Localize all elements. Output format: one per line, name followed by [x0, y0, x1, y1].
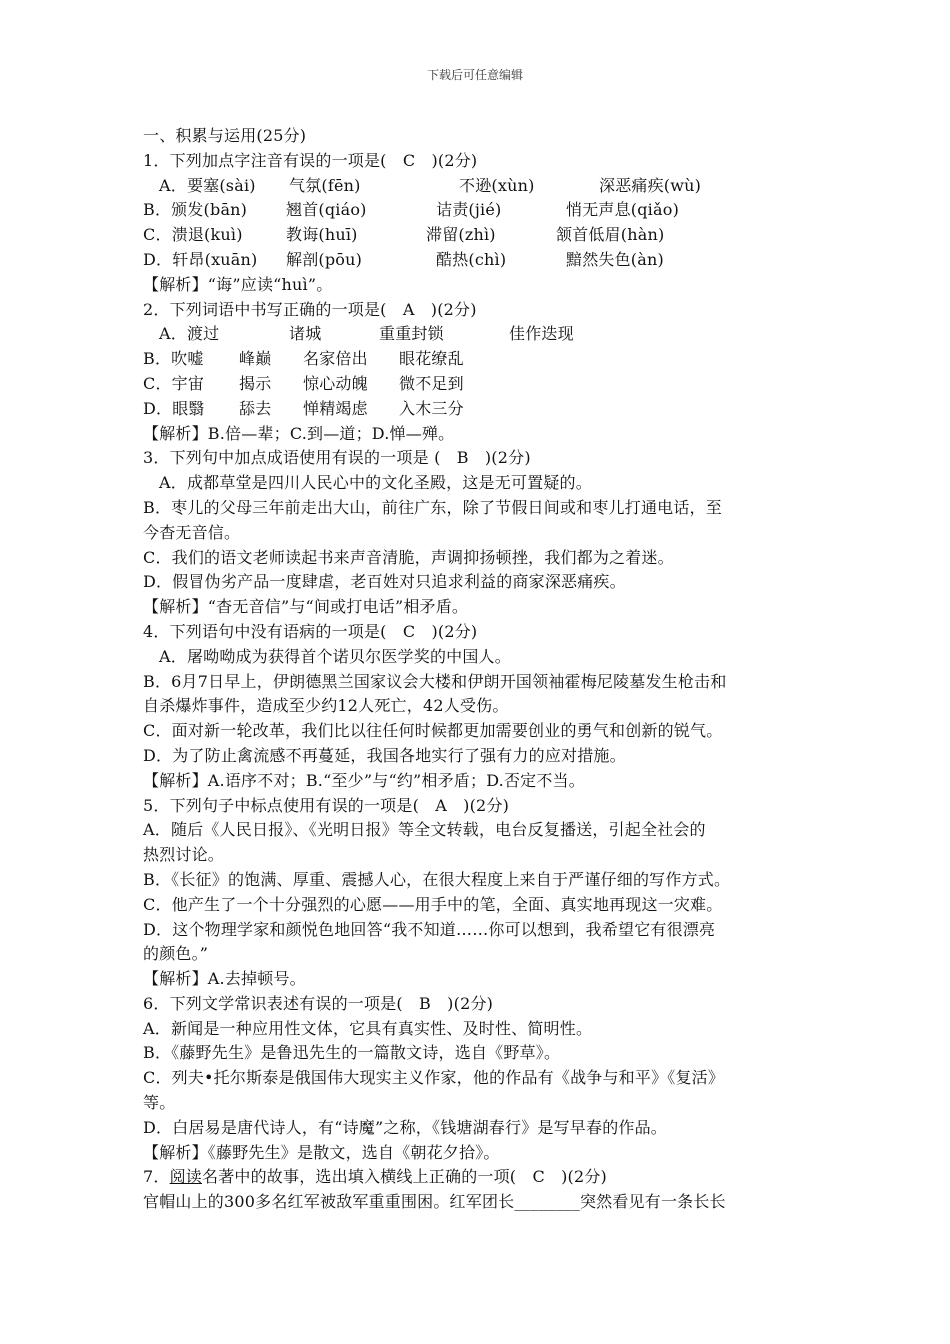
- option-item: 解剖(pōu): [286, 249, 363, 269]
- question-5-option-b: B．《长征》的饱满、厚重、震撼人心，在很大程度上来自于严谨仔细的写作方式。: [143, 869, 731, 889]
- question-1-option-c: [143, 223, 823, 248]
- option-item: 惊心动魄: [303, 373, 368, 393]
- question-2-option-a: [143, 322, 823, 347]
- option-item: 教诲(huī): [286, 225, 358, 245]
- option-item: 滞留(zhì): [426, 225, 496, 245]
- question-4-analysis: 【解析】A.语序不对；B.“至少”与“约”相矛盾；D.否定不当。: [143, 770, 585, 790]
- question-7-stem-rest: 名著中的故事，选出填入横线上正确的一项( C )(2分): [202, 1167, 607, 1187]
- question-3-option-a: A．成都草堂是四川人民心中的文化圣殿，这是无可置疑的。: [159, 473, 592, 493]
- option-item: 酷热(chì): [436, 249, 507, 269]
- question-4-option-c: C．面对新一轮改革，我们比以往任何时候都更加需要创业的勇气和创新的锐气。: [143, 721, 723, 741]
- question-2-option-d: [143, 397, 823, 422]
- option-item: 不逊(xùn): [459, 175, 535, 195]
- question-4-option-a: A．屠呦呦成为获得首个诺贝尔医学奖的中国人。: [159, 646, 511, 666]
- option-item: 名家倍出: [303, 349, 368, 369]
- question-1-option-a: [143, 174, 823, 199]
- option-item: 颔首低眉(hàn): [556, 225, 665, 245]
- option-item: B．吹嘘: [143, 349, 204, 369]
- option-item: B．颁发(bān): [143, 200, 248, 220]
- question-6-option-b: B．《藤野先生》是鲁迅先生的一篇散文诗，选自《野草》。: [143, 1043, 561, 1063]
- option-item: 气氛(fēn): [289, 175, 361, 195]
- question-7-passage: 官帽山上的300多名红军被敌军重重围困。红军团长________突然看见有一条长长: [143, 1192, 726, 1212]
- section-title: 一、积累与运用(25分): [143, 126, 307, 145]
- question-4-option-b: B．6月7日早上，伊朗德黑兰国家议会大楼和伊朗开国领袖霍梅尼陵墓发生枪击和: [143, 671, 727, 691]
- option-item: 佳作迭现: [509, 324, 574, 344]
- question-6-option-c: C．列夫•托尔斯泰是俄国伟大现实主义作家，他的作品有《战争与和平》《复活》: [143, 1068, 725, 1088]
- option-item: C．宇宙: [143, 373, 205, 393]
- option-item: 入木三分: [399, 398, 464, 418]
- question-1-analysis: 【解析】“诲”应读“huì”。: [143, 274, 333, 294]
- question-6-option-d: D．白居易是唐代诗人，有“诗魔”之称，《钱塘湖春行》是写早春的作品。: [143, 1117, 667, 1137]
- option-item: 诘责(jié): [436, 200, 502, 220]
- option-item: D．轩昂(xuān): [143, 249, 258, 269]
- question-3-option-b: B．枣儿的父母三年前走出大山，前往广东，除了节假日间或和枣儿打通电话，至: [143, 497, 722, 517]
- read-link[interactable]: 阅读: [169, 1167, 202, 1187]
- question-3-option-d: D．假冒伪劣产品一度肆虐，老百姓对只追求利益的商家深恶痛疾。: [143, 572, 626, 592]
- question-5-stem: 5．下列句子中标点使用有误的一项是( A )(2分): [143, 795, 510, 815]
- option-item: 揭示: [239, 373, 272, 393]
- option-item: 重重封锁: [379, 324, 444, 344]
- exam-content: [143, 124, 823, 1215]
- question-6-stem: 6．下列文学常识表述有误的一项是( B )(2分): [143, 993, 494, 1013]
- question-4-stem: 4．下列语句中没有语病的一项是( C )(2分): [143, 621, 478, 641]
- option-item: 眼花缭乱: [399, 349, 464, 369]
- question-3-stem: 3．下列句中加点成语使用有误的一项是 ( B )(2分): [143, 448, 531, 468]
- question-3-option-b-cont: 今杳无音信。: [143, 522, 241, 542]
- question-2-option-c: [143, 372, 823, 397]
- question-1-option-d: [143, 248, 823, 273]
- option-item: C．溃退(kuì): [143, 225, 243, 245]
- option-item: A．渡过: [159, 324, 220, 344]
- question-4-option-b-cont: 自杀爆炸事件，造成至少约12人死亡，42人受伤。: [143, 696, 509, 716]
- question-1-option-b: [143, 198, 823, 223]
- question-5-option-a-cont: 热烈讨论。: [143, 845, 225, 865]
- question-2-stem: 2．下列词语中书写正确的一项是( A )(2分): [143, 299, 477, 319]
- question-5-analysis: 【解析】A.去掉顿号。: [143, 969, 306, 989]
- option-item: 惮精竭虑: [303, 398, 368, 418]
- question-6-analysis: 【解析】《藤野先生》是散文，选自《朝花夕拾》。: [143, 1142, 500, 1162]
- question-5-option-c: C．他产生了一个十分强烈的心愿——用手中的笔，全面、真实地再现这一灾难。: [143, 894, 723, 914]
- question-5-option-d: D．这个物理学家和颜悦色地回答“我不知道……你可以想到，我希望它有很漂亮: [143, 919, 716, 939]
- page-header: 下载后可任意编辑: [426, 68, 523, 82]
- question-5-option-d-cont: 的颜色。”: [143, 944, 209, 964]
- question-6-option-c-cont: 等。: [143, 1093, 176, 1113]
- question-7-stem: [143, 1165, 823, 1190]
- option-item: 翘首(qiáo): [286, 200, 367, 220]
- option-item: 悄无声息(qiǎo): [566, 200, 680, 220]
- option-item: 黯然失色(àn): [566, 249, 664, 269]
- question-number: 7．: [143, 1167, 170, 1187]
- question-3-option-c: C．我们的语文老师读起书来声音清脆，声调抑扬顿挫，我们都为之着迷。: [143, 547, 674, 567]
- option-item: 舔去: [239, 398, 272, 418]
- question-3-analysis: 【解析】“杳无音信”与“间或打电话”相矛盾。: [143, 597, 469, 617]
- question-1-stem: 1．下列加点字注音有误的一项是( C )(2分): [143, 150, 478, 170]
- option-item: 峰巅: [239, 349, 272, 369]
- question-2-option-b: [143, 347, 823, 372]
- option-item: D．眼翳: [143, 398, 205, 418]
- question-5-option-a: A．随后《人民日报》、《光明日报》等全文转载，电台反复播送，引起全社会的: [143, 820, 706, 840]
- option-item: A．要塞(sài): [159, 175, 256, 195]
- option-item: 诸城: [289, 324, 322, 344]
- question-6-option-a: A．新闻是一种应用性文体，它具有真实性、及时性、简明性。: [143, 1018, 593, 1038]
- question-4-option-d: D．为了防止禽流感不再蔓延，我国各地实行了强有力的应对措施。: [143, 745, 626, 765]
- option-item: 微不足到: [399, 373, 464, 393]
- option-item: 深恶痛疾(wù): [599, 175, 702, 195]
- question-2-analysis: 【解析】B.倍—辈；C.到—道；D.惮—殚。: [143, 423, 455, 443]
